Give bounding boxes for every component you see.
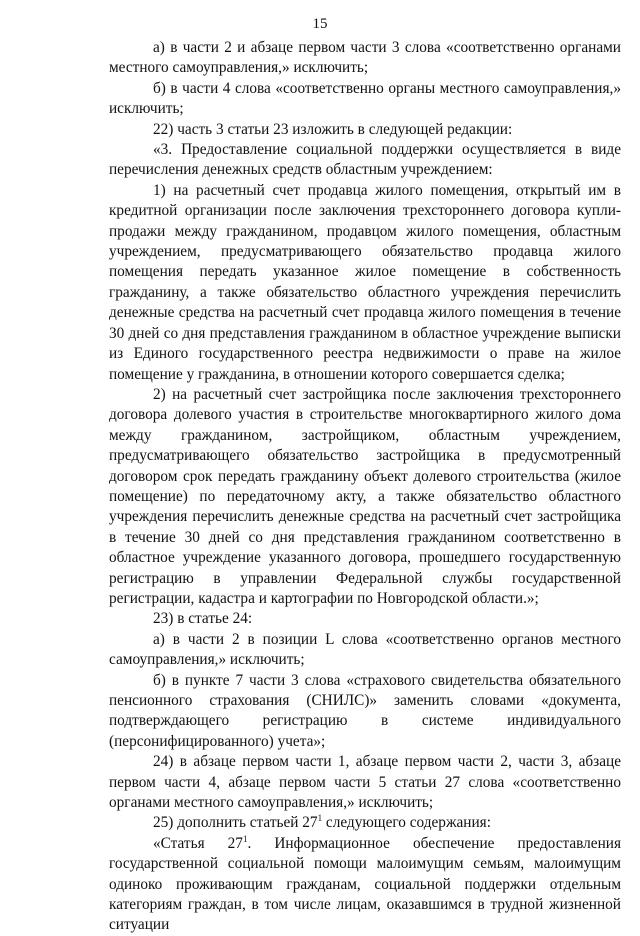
paragraph-3b: б) в части 4 слова «соответственно органы местного самоуправления,» исключить;	[109, 79, 621, 118]
paragraph-23b: б) в пункте 7 части 3 слова «страхового свидетельства обязательного пенсионного страхования (СНИЛС)» заменить словами «документа, подтверждающего регистрацию в системе индивидуального (персонифицированного) учета»;	[109, 671, 621, 750]
paragraph-3a: а) в части 2 и абзаце первом части 3 слова «соответственно органами местного самоуправления,» исключить;	[109, 39, 621, 77]
paragraph-24: 24) в абзаце первом части 1, абзаце первом части 2, части 3, абзаце первом части 4, абзаце первом части 5 статьи 27 слова «соответственно органами местного самоуправления,» исключить;	[109, 753, 621, 812]
paragraph-25-text-end: следующего содержания:	[322, 814, 491, 832]
paragraph-23a: а) в части 2 в позиции L слова «соответственно органов местного самоуправления,» исключить;	[109, 630, 621, 669]
article-heading-text: . Информационное обеспечение предоставления государственной социальной помощи малоимущим семьям, малоимущим одиноко проживающим гражданам, социальной поддержки отдельным категориям граждан, в том числе лицам, оказавшимся в трудной жизненной ситуации	[109, 834, 622, 934]
superscript: 1	[242, 833, 248, 844]
superscript: 1	[317, 813, 323, 824]
paragraph-22: 22) часть 3 статьи 23 изложить в следующей редакции:	[153, 120, 513, 138]
paragraph-item-2: 2) на расчетный счет застройщика после заключения трехстороннего договора долевого участия в строительстве многоквартирного жилого дома между гражданином, застройщиком, областным учреждением, предусматривающего обязательство застройщика в предусмотренный договором срок передать гражданину объект долевого строительства (жилое помещение) по передаточному акту, а также обязательство областного учреждения перечислить денежные средства на расчетный счет застройщика в течение 30 дней со дня представления гражданином соответственно в областное учреждение указанного договора, прошедшего государственную регистрацию в управлении Федеральной службы государственной регистрации, кадастра и картографии по Новгородской области.»;	[109, 385, 621, 607]
paragraph-25	[109, 813, 621, 833]
page-number: 15	[312, 16, 328, 32]
paragraph-item-1: 1) на расчетный счет продавца жилого помещения, открытый им в кредитной организации после заключения трехстороннего договора купли-продажи между гражданином, продавцом жилого помещения, областным учреждением, предусматривающего обязательство продавца жилого помещения передать указанное жилое помещение в собственность гражданину, а также обязательство областного учреждения перечислить денежные средства на расчетный счет продавца жилого помещения в течение 30 дней со дня представления гражданином в областное учреждение выписки из Единого государственного реестра недвижимости о праве на жилое помещение у гражданина, в отношении которого совершается сделка;	[109, 181, 621, 383]
article-heading-start: «Статья 27	[153, 834, 243, 852]
paragraph-article-27-1	[109, 834, 621, 936]
document-body	[109, 38, 621, 936]
paragraph-article-23-part-3: «3. Предоставление социальной поддержки осуществляется в виде перечисления денежных средств областным учреждением:	[109, 141, 621, 179]
paragraph-25-text: 25) дополнить статьей 27	[153, 814, 318, 832]
paragraph-23: 23) в статье 24:	[153, 610, 253, 628]
